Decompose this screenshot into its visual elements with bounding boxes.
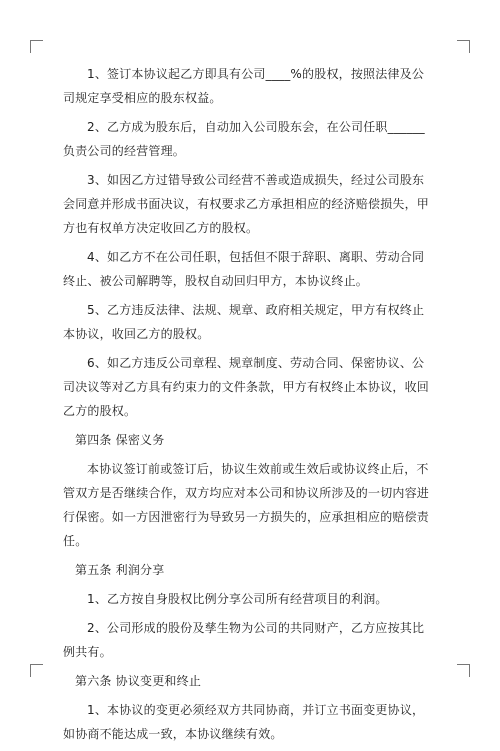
crop-mark-bottom-left-h xyxy=(30,664,43,665)
crop-mark-top-right-h xyxy=(457,40,470,41)
crop-mark-bottom-right-h xyxy=(457,664,470,665)
article-heading: 第六条 协议变更和终止 xyxy=(75,674,202,688)
clause-paragraph: 6、如乙方违反公司章程、规章制度、劳动合同、保密协议、公司决议等对乙方具有约束力的文件条款，甲方有权终止本协议，收回乙方的股权。 xyxy=(63,356,430,418)
clause-paragraph: 1、本协议的变更必须经双方共同协商，并订立书面变更协议，如协商不能达成一致，本协议继续有效。 xyxy=(63,703,425,741)
clause-paragraph: 1、签订本协议起乙方即具有公司____%的股权，按照法律及公司规定享受相应的股东权益。 xyxy=(63,67,425,105)
clause-paragraph: 本协议签订前或签订后，协议生效前或生效后或协议终止后，不管双方是否继续合作，双方均应对本公司和协议所涉及的一切内容进行保密。如一方因泄密行为导致另一方损失的，应承担相应的赔偿责任。 xyxy=(63,462,430,548)
clause-paragraph: 2、乙方成为股东后，自动加入公司股东会，在公司任职______负责公司的经营管理。 xyxy=(63,120,425,158)
crop-mark-top-left xyxy=(30,40,31,53)
article-heading: 第四条 保密义务 xyxy=(75,433,165,447)
clause-paragraph: 1、乙方按自身股权比例分享公司所有经营项目的利润。 xyxy=(87,592,388,606)
clause-paragraph: 2、公司形成的股份及孳生物为公司的共同财产，乙方应按其比例共有。 xyxy=(63,621,425,659)
document-body xyxy=(63,62,435,751)
clause-paragraph: 5、乙方违反法律、法规、规章、政府相关规定，甲方有权终止本协议，收回乙方的股权。 xyxy=(63,303,425,341)
clause-paragraph: 4、如乙方不在公司任职，包括但不限于辞职、离职、劳动合同终止、被公司解聘等，股权自动回归甲方，本协议终止。 xyxy=(63,250,425,288)
crop-mark-top-left-h xyxy=(30,40,43,41)
clause-paragraph: 3、如因乙方过错导致公司经营不善或造成损失，经过公司股东会同意并形成书面决议，有权要求乙方承担相应的经济赔偿损失，甲方也有权单方决定收回乙方的股权。 xyxy=(63,173,430,235)
article-heading: 第五条 利润分享 xyxy=(75,563,165,577)
crop-mark-bottom-left xyxy=(30,664,31,677)
crop-mark-bottom-right xyxy=(469,664,470,677)
crop-mark-top-right xyxy=(469,40,470,53)
